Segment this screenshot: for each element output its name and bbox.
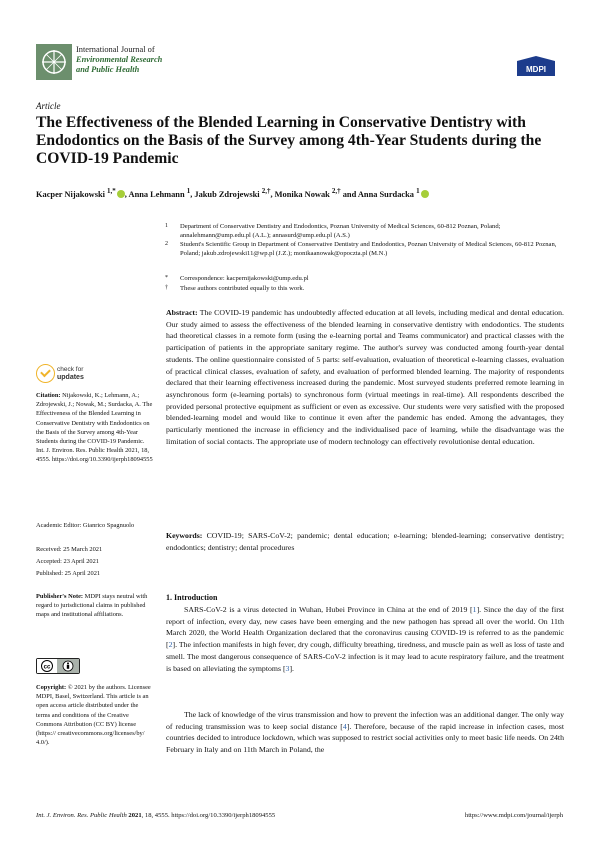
author-name[interactable]: Jakub Zdrojewski	[194, 189, 260, 199]
publisher-note-label: Publisher's Note:	[36, 593, 84, 600]
copyright-block	[36, 683, 154, 747]
citation-link[interactable]: 1	[472, 605, 477, 614]
citation-text: Nijakowski, K.; Lehmann, A.; Zdrojewski, J.; Nowak, M.; Surdacka, A. The Effectiveness of the Blended Learning in Conservative Dentistry with Endodontics on the Basis of the Survey among 4th-Year Students during the COVID-19 Pandemic. Int. J. Environ. Res. Public Health 2021, 18, 4555. https://doi.org/10.3390/ijerph18094555	[36, 392, 153, 464]
svg-text:MDPI: MDPI	[526, 65, 546, 74]
author-sup: 1,*	[107, 187, 116, 195]
affiliation-mark: 1	[165, 223, 168, 229]
keywords-text: COVID-19; SARS-CoV-2; pandemic; dental education; e-learning; blended-learning; conservative dentistry; endodontics; dentistry; dental procedures	[166, 531, 564, 552]
article-title: The Effectiveness of the Blended Learning in Conservative Dentistry with Endodontics on the Basis of the Survey among 4th-Year Students during the COVID-19 Pandemic	[36, 114, 542, 168]
intro-p2-text-a: The lack of knowledge of the virus transmission and how to prevent the infection was an additional danger. The only way of reducing transmission was to keep social distance [	[166, 710, 564, 731]
intro-p1-text-a: SARS-CoV-2 is a virus detected in Wuhan, Hubei Province in China at the end of 2019 [	[184, 605, 473, 614]
publisher-note	[36, 592, 154, 620]
publisher-note-text: MDPI stays neutral with regard to jurisdictional claims in published maps and institutional affiliations.	[36, 593, 148, 619]
affiliation-text: These authors contributed equally to this work.	[180, 285, 305, 292]
copyright-label: Copyright:	[36, 684, 67, 691]
abstract	[166, 307, 564, 447]
citation-label: Citation:	[36, 392, 61, 399]
author-name[interactable]: Anna Surdacka	[357, 189, 414, 199]
intro-paragraph-1	[166, 604, 564, 674]
footer-journal-url[interactable]: https://www.mdpi.com/journal/ijerph	[464, 812, 563, 819]
footer-journal: Int. J. Environ. Res. Public Health	[36, 812, 127, 819]
abstract-label: Abstract:	[166, 308, 198, 317]
mdpi-logo[interactable]	[515, 55, 557, 77]
journal-name-line3: and Public Health	[76, 65, 140, 75]
intro-p1-text-b: ]. Since the day of the first report of infection, every day, new cases have been emerging and the new pathogen has spread all over the world. On 11th March 2020, the World Health Organization declared that the coronavirus causing COVID-19 is referred to as the pandemic [	[166, 605, 564, 650]
equal-contribution-note	[165, 284, 565, 293]
citation-link[interactable]: 2	[168, 640, 173, 650]
intro-paragraph-2	[166, 709, 564, 756]
check-updates-line2[interactable]: updates	[57, 374, 84, 381]
journal-name[interactable]	[76, 45, 236, 76]
citation-link[interactable]: 4	[342, 721, 347, 731]
check-updates-icon[interactable]	[36, 364, 55, 383]
affiliation-2	[165, 240, 565, 258]
academic-editor: Academic Editor: Gianrico Spagnuolo	[36, 522, 135, 529]
keywords-label: Keywords:	[166, 531, 203, 540]
check-updates-line1[interactable]: check for	[57, 366, 84, 373]
journal-logo-graphic	[36, 44, 72, 80]
footer-rest[interactable]: , 18, 4555. https://doi.org/10.3390/ijerph18094555	[141, 812, 276, 819]
author-name[interactable]: Monika Nowak	[274, 189, 330, 199]
intro-p1-text-c: ]. The infection manifests in high fever, dry cough, difficulty breathing, tiredness, and muscle pain as well as loss of taste and smell. The most dangerous consequence of SARS-CoV-2 infection is it may lead to acute respiratory failure, and the treatment is based on alleviating the symptoms [	[166, 640, 564, 673]
author-name[interactable]: Kacper Nijakowski	[36, 189, 105, 199]
affiliation-text: Correspondence: kacpernijakowski@ump.edu.pl	[180, 275, 309, 282]
affiliation-mark: *	[165, 275, 168, 281]
intro-p2-text-b: ]. Therefore, because of the rapid increase in infection cases, most countries decided to introduce lockdown, which was supposed to restrict social activities only to meet basic life needs. On 24th February in Italy and on 11th March in Poland, the	[166, 721, 564, 755]
author-sup: 1	[416, 187, 420, 195]
article-type: Article	[36, 101, 61, 111]
received-date: Received: 25 March 2021	[36, 546, 103, 553]
affiliation-mark: †	[165, 285, 168, 291]
footer-year: 2021	[128, 812, 142, 819]
affiliation-1	[165, 222, 565, 240]
author-name[interactable]: Anna Lehmann	[128, 189, 185, 199]
journal-name-line1: International Journal of	[76, 45, 155, 54]
journal-name-line2: Environmental Research	[76, 55, 163, 65]
cc-by-license-icon[interactable]	[36, 658, 80, 674]
copyright-text: © 2021 by the authors. Licensee MDPI, Basel, Switzerland. This article is an open access article distributed under the terms and conditions of the Creative Commons Attribution (CC BY) license (https:// creativecommons.org/licenses/by/ 4.0/).	[36, 684, 151, 747]
accepted-date: Accepted: 23 April 2021	[36, 558, 100, 565]
cc-label: cc	[43, 664, 51, 671]
affiliation-mark: 2	[165, 241, 168, 247]
citation-link[interactable]: 3	[285, 663, 290, 673]
correspondence	[165, 274, 565, 283]
keywords	[166, 530, 564, 553]
section-heading: 1. Introduction	[166, 593, 218, 602]
author-list: Kacper Nijakowski $^{1,*}$ , Anna Lehmann $^1$, Jakub Zdrojewski $^{2,\dagger}$, Monika Nowak $^{2,\dagger}$ and Anna Surdacka $^1$	[36, 187, 564, 199]
footer-citation	[36, 812, 275, 819]
orcid-icon[interactable]	[117, 190, 125, 198]
cc-by-graphic	[37, 659, 79, 673]
orcid-icon[interactable]	[421, 190, 429, 198]
author-sup: 2,†	[331, 187, 341, 195]
author-sup: 1	[186, 187, 191, 195]
abstract-text: The COVID-19 pandemic has undoubtedly affected education at all levels, including medical and dental education. Our study aimed to assess the effectiveness of the blended learning in conservative dentistry with endodontics. The students had theoretical classes in a remote form (using the e-learning portal and Teams communicator) and practical classes with the participation of patients in the appropriate sanitary regime. The author's survey was conducted among fourth-year dental students. The online questionnaire consisted of 5 parts: self-evaluation, evaluation of theoretical e-learning classes, evaluation of practical clinical classes, evaluation of safety, and evaluation of performed blended learning. The majority of respondents declared that their learning effectiveness increased during the pandemic. Most surveyed students preferred remote learning in asynchronous form (e-learning portals) to synchronous form (virtual meetings in real-time). All respondents described the provided personal protective equipment as sufficient or even as excessive. Our students were very satisfied with the proposed blended-learning model and would like to continue it even after the pandemic has ended. Among the advantages, they particularly mentioned the increase in efficiency and the individualised pace of learning, while the disadvantage was the limitation of social contacts. The appropriate use of modern technology can effectively revolutionise dental education.	[166, 308, 564, 446]
author-sup: 2,†	[261, 187, 271, 195]
mdpi-logo-graphic	[515, 55, 557, 77]
published-date: Published: 25 April 2021	[36, 570, 101, 577]
citation-block	[36, 391, 154, 465]
intro-p1-text-d: ].	[289, 663, 294, 673]
affiliation-text: Student's Scientific Group in Department of Conservative Dentistry and Endodontics, Poznan University of Medical Sciences, 60-812 Poznan, Poland; jakub.zdrojewski11@wp.pl (J.Z.); monikaanowak@opoczta.pl (M.N.)	[180, 241, 557, 257]
affiliation-text: Department of Conservative Dentistry and Endodontics, Poznan University of Medical Sciences, 60-812 Poznan, Poland; annalehmann@ump.edu.pl (A.L.); annasurd@ump.edu.pl (A.S.)	[180, 223, 501, 239]
journal-logo	[36, 44, 72, 80]
